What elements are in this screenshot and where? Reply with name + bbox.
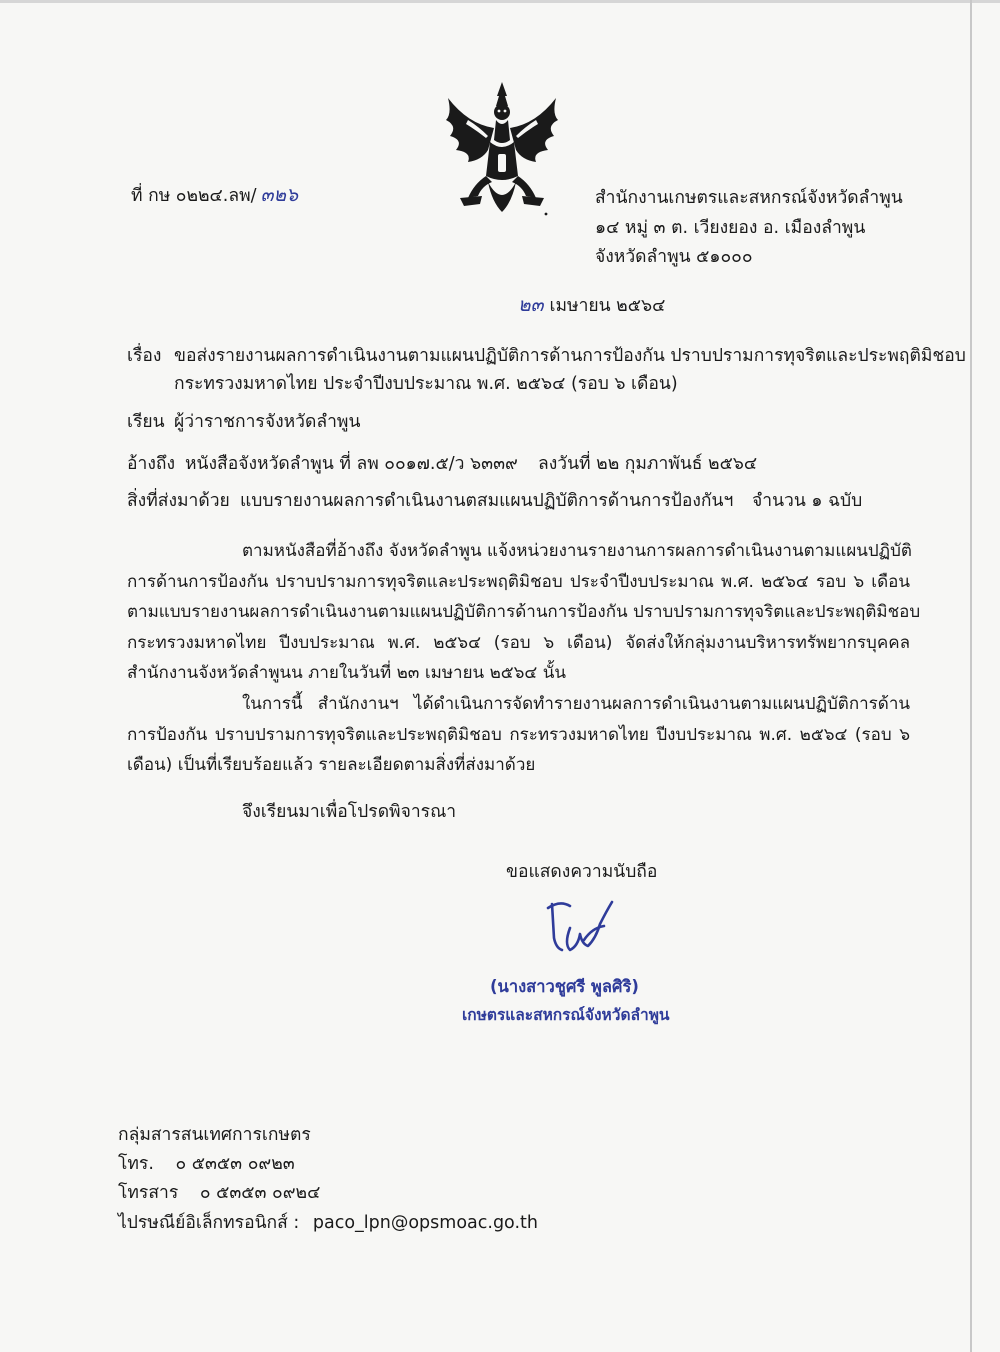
date-month-year: เมษายน ๒๕๖๔ bbox=[549, 296, 666, 316]
footer-email bbox=[118, 1211, 538, 1235]
reference-label: อ้างถึง bbox=[127, 454, 176, 474]
phone-number: ๐ ๕๓๕๓ ๐๙๒๓ bbox=[175, 1154, 295, 1174]
para2-line: ในการนี้ สำนักงานฯ ได้ดำเนินการจัดทำรายงานผลการดำเนินงานตามแผนปฏิบัติการด้าน bbox=[242, 694, 910, 714]
date-day-handwritten: ๒๓ bbox=[518, 294, 544, 316]
letter-date bbox=[518, 293, 665, 318]
subject-label: เรื่อง bbox=[127, 346, 162, 366]
closing-request: จึงเรียนมาเพื่อโปรดพิจารณา bbox=[242, 802, 457, 822]
to-label: เรียน bbox=[127, 412, 165, 432]
body-paragraph-2 bbox=[127, 689, 910, 781]
enclosure-value: แบบรายงานผลการดำเนินงานตสมแผนปฏิบัติการด้านการป้องกันฯ bbox=[240, 491, 734, 511]
para1-line: กระทรวงมหาดไทย ปีงบประมาณ พ.ศ. ๒๕๖๔ (รอบ ๖ เดือน) จัดส่งให้กลุ่มงานบริหารทรัพยากรบุคคล bbox=[127, 632, 910, 653]
ref-number-handwritten: ๓๒๖ bbox=[260, 184, 299, 206]
org-line3: จังหวัดลำพูน ๕๑๐๐๐ bbox=[595, 247, 753, 267]
ref-prefix: ที่ กษ ๐๒๒๔.ลพ/ bbox=[131, 186, 257, 206]
fax-number: ๐ ๕๓๕๓ ๐๙๒๔ bbox=[199, 1183, 321, 1203]
body-paragraph-1 bbox=[127, 536, 921, 689]
document-ref bbox=[131, 183, 298, 208]
org-line2: ๑๔ หมู่ ๓ ต. เวียงยอง อ. เมืองลำพูน bbox=[595, 218, 866, 238]
enclosure-label: สิ่งที่ส่งมาด้วย bbox=[127, 491, 230, 511]
reference-value: หนังสือจังหวัดลำพูน ที่ ลพ ๐๐๑๗.๕/ว ๖๓๓๙ bbox=[185, 454, 518, 474]
subject-line1: ขอส่งรายงานผลการดำเนินงานตามแผนปฏิบัติการด้านการป้องกัน ปราบปรามการทุจริตและประพฤติมิชอบ bbox=[174, 346, 966, 366]
fax-label: โทรสาร bbox=[118, 1183, 179, 1203]
para1-line: ตามแบบรายงานผลการดำเนินงานตามแผนปฏิบัติการด้านการป้องกัน ปราบปรามการทุจริตและประพฤติมิชอบ bbox=[127, 602, 921, 622]
para1-line: การด้านการป้องกัน ปราบปรามการทุจริตและประพฤติมิชอบ ประจำปีงบประมาณ พ.ศ. ๒๕๖๔ รอบ ๖ เดือน bbox=[127, 571, 910, 592]
scan-edge-right bbox=[970, 0, 972, 1352]
garuda-emblem-icon bbox=[438, 80, 566, 222]
scan-edge-top bbox=[0, 0, 1000, 3]
enclosure-quantity: จำนวน ๑ ฉบับ bbox=[752, 491, 863, 511]
email-address: paco_lpn@opsmoac.go.th bbox=[312, 1213, 538, 1233]
para2-line: เดือน) เป็นที่เรียบร้อยแล้ว รายละเอียดตามสิ่งที่ส่งมาด้วย bbox=[127, 755, 536, 775]
signatory-position: เกษตรและสหกรณ์จังหวัดลำพูน bbox=[462, 1006, 670, 1024]
org-line1: สำนักงานเกษตรและสหกรณ์จังหวัดลำพูน bbox=[595, 188, 903, 208]
handwritten-signature-icon bbox=[540, 898, 620, 960]
signatory-name: (นางสาวชูศรี พูลศิริ) bbox=[490, 977, 639, 996]
to-value: ผู้ว่าราชการจังหวัดลำพูน bbox=[174, 412, 361, 432]
para1-line: สำนักงานจังหวัดลำพูนน ภายในวันที่ ๒๓ เมษายน ๒๕๖๔ นั้น bbox=[127, 663, 566, 683]
para1-line: ตามหนังสือที่อ้างถึง จังหวัดลำพูน แจ้งหน่วยงานรายงานการผลการดำเนินงานตามแผนปฏิบัติ bbox=[242, 541, 912, 561]
reference-date: ลงวันที่ ๒๒ กุมภาพันธ์ ๒๕๖๔ bbox=[538, 454, 758, 474]
footer-phone bbox=[118, 1152, 295, 1176]
subject-line2: กระทรวงมหาดไทย ประจำปีงบประมาณ พ.ศ. ๒๕๖๔ (รอบ ๖ เดือน) bbox=[174, 374, 678, 394]
footer-fax bbox=[118, 1181, 320, 1205]
footer-unit: กลุ่มสารสนเทศการเกษตร bbox=[118, 1125, 311, 1145]
phone-label: โทร. bbox=[118, 1154, 154, 1174]
signature-closing: ขอแสดงความนับถือ bbox=[506, 862, 658, 882]
para2-line: การป้องกัน ปราบปรามการทุจริตและประพฤติมิชอบ กระทรวงมหาดไทย ปีงบประมาณ พ.ศ. ๒๕๖๔ (รอบ ๖ bbox=[127, 724, 910, 745]
email-label: ไปรษณีย์อิเล็กทรอนิกส์ : bbox=[118, 1213, 300, 1233]
